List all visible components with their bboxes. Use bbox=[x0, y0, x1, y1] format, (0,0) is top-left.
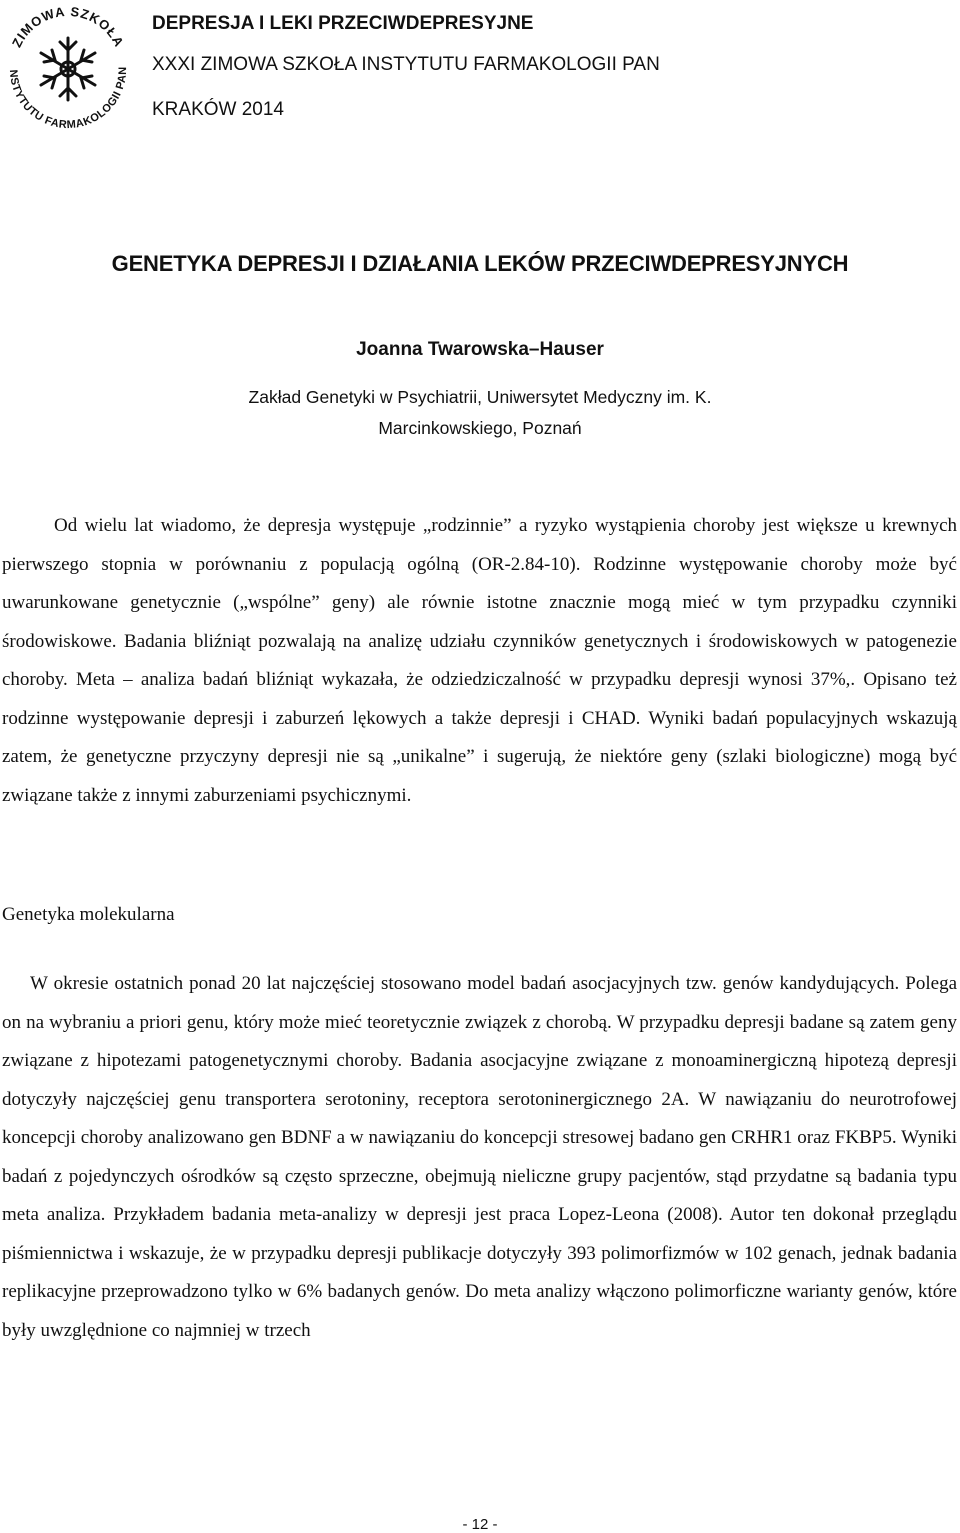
snowflake-school-logo-icon bbox=[0, 0, 135, 130]
section-heading: Genetyka molekularna bbox=[2, 904, 175, 925]
author-affiliation bbox=[0, 386, 960, 440]
header-school: XXXI ZIMOWA SZKOŁA INSTYTUTU FARMAKOLOGII PAN bbox=[152, 54, 660, 75]
conference-header bbox=[152, 12, 660, 121]
affiliation-line-1: Zakład Genetyki w Psychiatrii, Uniwersytet Medyczny im. K. bbox=[248, 387, 712, 407]
paragraph-intro: Od wielu lat wiadomo, że depresja występuje „rodzinnie” a ryzyko wystąpienia choroby jest większe u krewnych pierwszego stopnia w porównaniu z populacją ogólną (OR-2.84-10). Rodzinne występowanie choroby może być uwarunkowane genetycznie („wspólne” geny) ale równie istotne znacznie mogą mieć w tym przypadku czynniki środowiskowe. Badania bliźniąt pozwalają na analizę udziału czynników genetycznych i środowiskowych w patogenezie choroby. Meta – analiza badań bliźniąt wykazała, że odziedziczalność w przypadku depresji wynosi 37%,. Opisano też rodzinne występowanie depresji i zaburzeń lękowych a także depresji i CHAD. Wyniki badań populacyjnych wskazują zatem, że genetyczne przyczyny depresji nie są „unikalne” i sugerują, że niektóre geny (szlaki biologiczne) mogą być związane także z innymi zaburzeniami psychicznymi. bbox=[2, 515, 957, 806]
article-author: Joanna Twarowska–Hauser bbox=[356, 339, 604, 360]
school-logo bbox=[0, 0, 135, 130]
paragraph-molecular-genetics: W okresie ostatnich ponad 20 lat najczęściej stosowano model badań asocjacyjnych tzw. genów kandydujących. Polega on na wybraniu a priori genu, który może mieć teoretycznie związek z chorobą. W przypadku depresji badane są zatem geny związane z hipotezami patogenetycznymi choroby. Badania asocjacyjne związane z monoaminergiczną hipotezą depresji dotyczyły najczęściej genu transportera serotoniny, receptora serotoninergicznego 2A. W nawiązaniu do neurotrofowej koncepcji choroby analizowano gen BDNF a w nawiązaniu do koncepcji stresowej badano gen CRHR1 oraz FKBP5. Wyniki badań z pojedynczych ośrodków są często sprzeczne, obejmują nieliczne grupy pacjentów, stąd przydatne są badania typu meta analiza. Przykładem badania meta-analizy w depresji jest praca Lopez-Leona (2008). Autor ten dokonał przeglądu piśmiennictwa i wskazuje, że w przypadku depresji publikacje dotyczyły 393 polimorfizmów w 102 genach, jednak badania replikacyjne przeprowadzono tylko w 6% badanych genów. Do meta analizy włączono polimorficzne warianty genów, które były uwzględnione co najmniej w trzech bbox=[2, 973, 957, 1341]
page-number: - 12 - bbox=[462, 1516, 498, 1533]
svg-text:ZIMOWA SZKOŁA: ZIMOWA SZKOŁA bbox=[8, 3, 128, 50]
affiliation-line-2: Marcinkowskiego, Poznań bbox=[378, 418, 582, 438]
svg-text:INSTYTUTU FARMAKOLOGII PAN: NSTYTUTU FARMAKOLOGII PAN bbox=[6, 66, 130, 130]
header-place-year: KRAKÓW 2014 bbox=[152, 99, 284, 120]
header-topic: DEPRESJA I LEKI PRZECIWDEPRESYJNE bbox=[152, 13, 534, 34]
article-title: GENETYKA DEPRESJI I DZIAŁANIA LEKÓW PRZECIWDEPRESYJNYCH bbox=[111, 251, 849, 276]
